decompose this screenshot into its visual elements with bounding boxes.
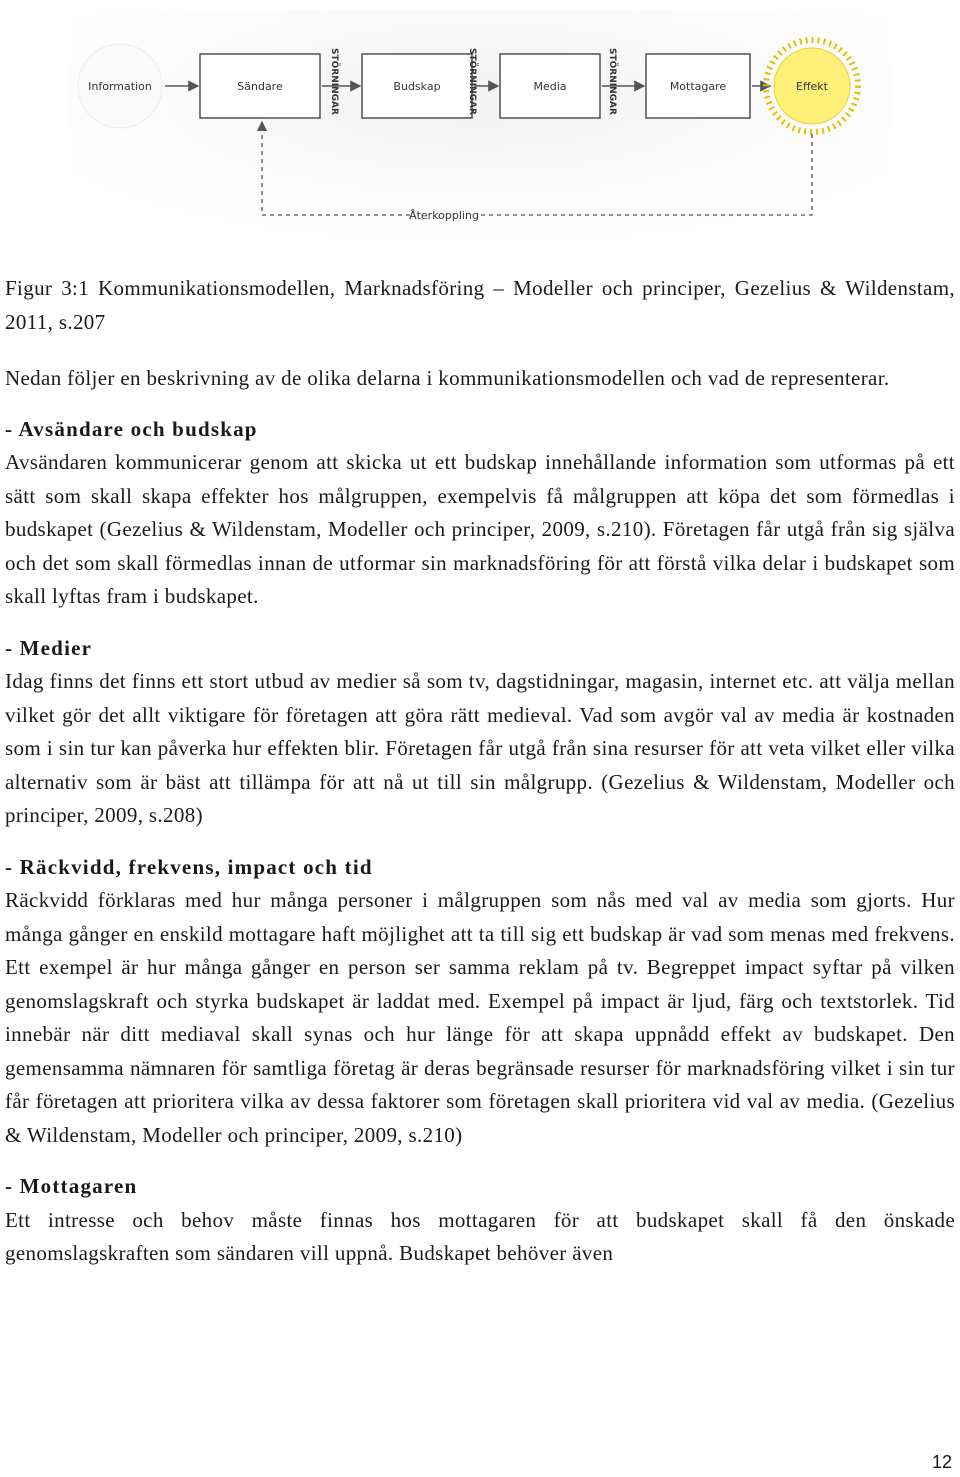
section-body: Ett intresse och behov måste finnas hos mottagaren för att budskapet skall få den önskade genomslagskraften som sändaren vill uppnå. Budskapet behöver även — [5, 1207, 955, 1265]
intro-paragraph: Nedan följer en beskrivning av de olika delarna i kommunikationsmodellen och vad de representerar. — [5, 366, 890, 390]
section-heading: - Räckvidd, frekvens, impact och tid — [5, 854, 373, 879]
figure-caption: Figur 3:1 Kommunikationsmodellen, Marknadsföring – Modeller och principer, Gezelius & Wildenstam, 2011, s.207 — [5, 276, 955, 334]
label-effect: Effekt — [796, 80, 828, 93]
section-heading: - Medier — [5, 635, 93, 660]
section-media — [5, 632, 955, 833]
label-noise-2: STÖRNINGAR — [467, 48, 477, 115]
section-heading: - Mottagaren — [5, 1174, 138, 1198]
label-sender: Sändare — [237, 80, 283, 93]
document-body — [5, 272, 955, 1289]
label-feedback: Återkoppling — [409, 209, 479, 222]
label-receiver: Mottagare — [669, 80, 727, 93]
label-noise-1: STÖRNINGAR — [329, 48, 339, 115]
section-body: Idag finns det finns ett stort utbud av medier så som tv, dagstidningar, magasin, internet etc. att välja mellan vilket gör det allt viktigare för företagen att göra rätt medieval. Vad som avgör val av media är kostnaden som i sin tur kan påverka hur effekten blir. Företagen får utgå från sina resurser för att veta vilket eller vilka alternativ som är bäst att tillämpa för att nå ut till sin målgrupp. (Gezelius & Wildenstam, Modeller och principer, 2009, s.208) — [5, 669, 955, 827]
communication-model-figure — [70, 10, 890, 260]
section-body: Räckvidd förklaras med hur många personer i målgruppen som nås med val av media som gjorts. Hur många gånger en enskild mottagare haft möjlighet att ta till sig ett budskap är vad som menas med frekvens. Ett exempel är hur många gånger en person ser samma reklam på tv. Begreppet impact syftar på vilken genomslagskraft och styrka budskapet är laddat med. Exempel på impact är ljud, färg och textstorlek. Tid innebär när ditt mediaval skall synas och hur länge för att skapa uppnådd effekt av budskapet. Den gemensamma nämnaren för samtliga företag är deras begränsade resurser för marknadsföring vilket i sin tur får företagen att prioritera vilka av dessa faktorer som företagen skall prioritera vid val av media. (Gezelius & Wildenstam, Modeller och principer, 2009, s.210) — [5, 888, 955, 1147]
label-information: Information — [88, 80, 152, 93]
communication-model-diagram — [70, 10, 890, 260]
section-sender-message — [5, 413, 955, 614]
section-heading: - Avsändare och budskap — [5, 416, 258, 441]
figure-background — [70, 10, 890, 260]
section-receiver — [5, 1170, 955, 1271]
page-number: 12 — [931, 1452, 952, 1472]
section-body: Avsändaren kommunicerar genom att skicka ut ett budskap innehållande information som utformas på ett sätt som skall skapa effekter hos målgruppen, exempelvis få målgruppen att köpa det som förmedlas i budskapet (Gezelius & Wildenstam, Modeller och principer, 2009, s.210). Företagen får utgå från sig själva och det som skall förmedlas innan de utformar sin marknadsföring för att förstå vilka delar i budskapet som skall lyftas fram i budskapet. — [5, 450, 955, 608]
label-noise-3: STÖRNINGAR — [607, 48, 617, 115]
label-media: Media — [533, 80, 567, 93]
section-reach-frequency — [5, 851, 955, 1153]
label-message: Budskap — [393, 80, 441, 93]
